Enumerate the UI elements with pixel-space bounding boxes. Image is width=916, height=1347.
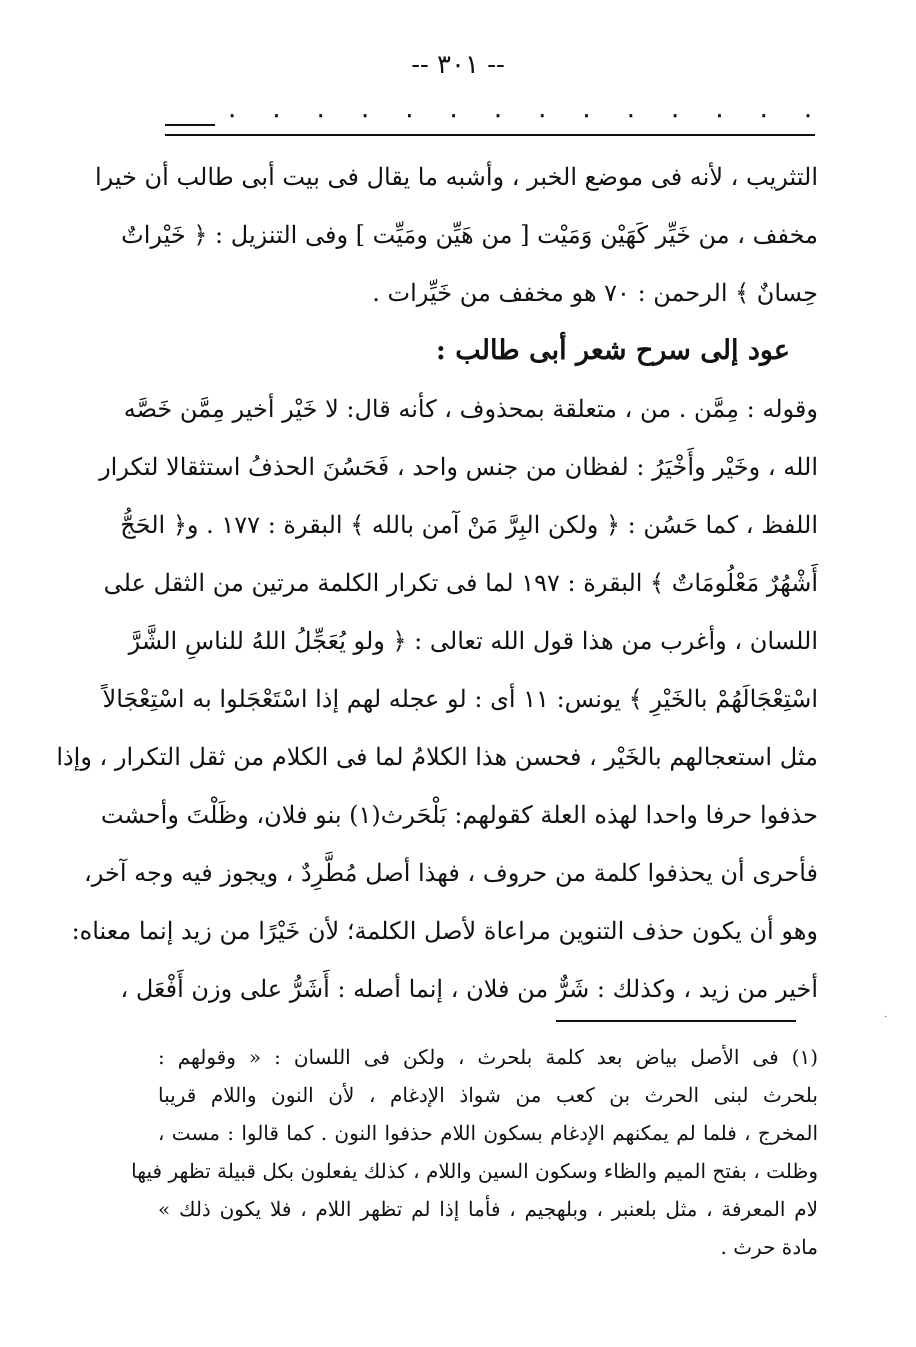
footnote-line: مادة حرث . xyxy=(720,1235,818,1259)
section-heading: عود إلى سرح شعر أبى طالب : xyxy=(435,335,790,366)
text-line: اللفظ ، كما حَسُن : ﴿ ولكن البِرَّ مَنْ آمن بالله ﴾ البقرة : ١٧٧ . و﴿ الحَجُّ xyxy=(120,511,818,539)
ornament-dot: ٠ xyxy=(358,100,373,130)
ornament-dot: ٠ xyxy=(668,100,683,130)
text-line: فأحرى أن يحذفوا كلمة من حروف ، فهذا أصل مُطَّرِدٌ ، ويجوز فيه وجه آخر، xyxy=(84,859,818,887)
text-line: مثل استعجالهم بالخَيْر ، فحسن هذا الكلامُ لما فى الكلام من ثقل التكرار ، وإذا xyxy=(56,743,818,771)
ornament-dot: ٠ xyxy=(579,100,594,130)
footnote-rule xyxy=(556,1020,796,1022)
footnote-line: (١) فى الأصل بياض بعد كلمة بلحرث ، ولكن فى اللسان : « وقولهم : xyxy=(158,1045,818,1069)
header-ornament xyxy=(165,100,815,144)
text-line: أَشْهُرٌ مَعْلُومَاتٌ ﴾ البقرة : ١٩٧ لما فى تكرار الكلمة مرتين من الثقل على xyxy=(103,569,818,597)
text-line: اللسان ، وأغرب من هذا قول الله تعالى : ﴿ ولو يُعَجِّلُ اللهُ للناسِ الشَّرَّ xyxy=(128,627,818,655)
footnote-line: بلحرث لبنى الحرث بن كعب من شواذ الإدغام ، لأن النون واللام قريبا xyxy=(158,1083,818,1107)
ornament-dot: ٠ xyxy=(756,100,771,130)
ornament-dot: ٠ xyxy=(225,100,240,130)
text-line: اسْتِعْجَالَهُمْ بالخَيْرِ ﴾ يونس: ١١ أى : لو عجله لهم إذا اسْتَعْجَلوا به اسْتِعْجَالاً xyxy=(102,685,818,713)
footnote-line: المخرج ، فلما لم يمكنهم الإدغام بسكون اللام حذفوا النون . كما قالوا : مست ، xyxy=(158,1121,818,1145)
header-rule xyxy=(165,134,815,136)
margin-speck: · xyxy=(884,1012,888,1023)
main-text xyxy=(56,148,818,1018)
text-line: أخير من زيد ، وكذلك : شَرٌّ من فلان ، إنما أصله : أَشَرُّ على وزن أَفْعَل ، xyxy=(120,975,818,1003)
ornament-dot: ٠ xyxy=(623,100,638,130)
page-number: -- ٣٠١ -- xyxy=(411,50,505,80)
ornament-dot: ٠ xyxy=(269,100,284,130)
ornament-dots xyxy=(225,100,815,130)
text-line: وهو أن يكون حذف التنوين مراعاة لأصل الكلمة؛ لأن خَيْرًا من زيد إنما معناه: xyxy=(71,917,818,945)
ornament-dot: ٠ xyxy=(446,100,461,130)
ornament-dot: ٠ xyxy=(490,100,505,130)
text-line: حِسانٌ ﴾ الرحمن : ٧٠ هو مخفف من خَيِّرات . xyxy=(372,279,818,307)
text-line: الله ، وخَيْر وأَخْيَرُ : لفظان من جنس واحد ، فَحَسُنَ الحذفُ استثقالا لتكرار xyxy=(99,453,818,481)
footnote-line: لام المعرفة ، مثل بلعنبر ، وبلهجيم ، فأما إذا لم تظهر اللام ، فلا يكون ذلك » xyxy=(158,1197,818,1221)
ornament-dot: ٠ xyxy=(801,100,815,130)
text-line: حذفوا حرفا واحدا لهذه العلة كقولهم: بَلْحَرث(١) بنو فلان، وظَلْتَ وأحشت xyxy=(100,801,818,829)
header-rule-short xyxy=(165,124,215,126)
ornament-dot: ٠ xyxy=(535,100,550,130)
ornament-dot: ٠ xyxy=(313,100,328,130)
footnote-line: وظلت ، بفتح الميم والظاء وسكون السين واللام ، كذلك يفعلون بكل قبيلة تظهر فيها xyxy=(131,1159,818,1183)
text-line: مخفف ، من خَيِّر كَهَيْن وَمَيْت [ من هَيِّن ومَيِّت ] وفى التنزيل : ﴿ خَيْراتٌ xyxy=(121,221,818,249)
text-line: وقوله : مِمَّن . من ، متعلقة بمحذوف ، كأنه قال: لا خَيْر أخير مِمَّن خَصَّه xyxy=(123,395,818,423)
ornament-dot: ٠ xyxy=(712,100,727,130)
text-line: التثريب ، لأنه فى موضع الخبر ، وأشبه ما يقال فى بيت أبى طالب أن خيرا xyxy=(94,163,818,191)
footnotes xyxy=(131,1038,818,1266)
ornament-dot: ٠ xyxy=(402,100,417,130)
